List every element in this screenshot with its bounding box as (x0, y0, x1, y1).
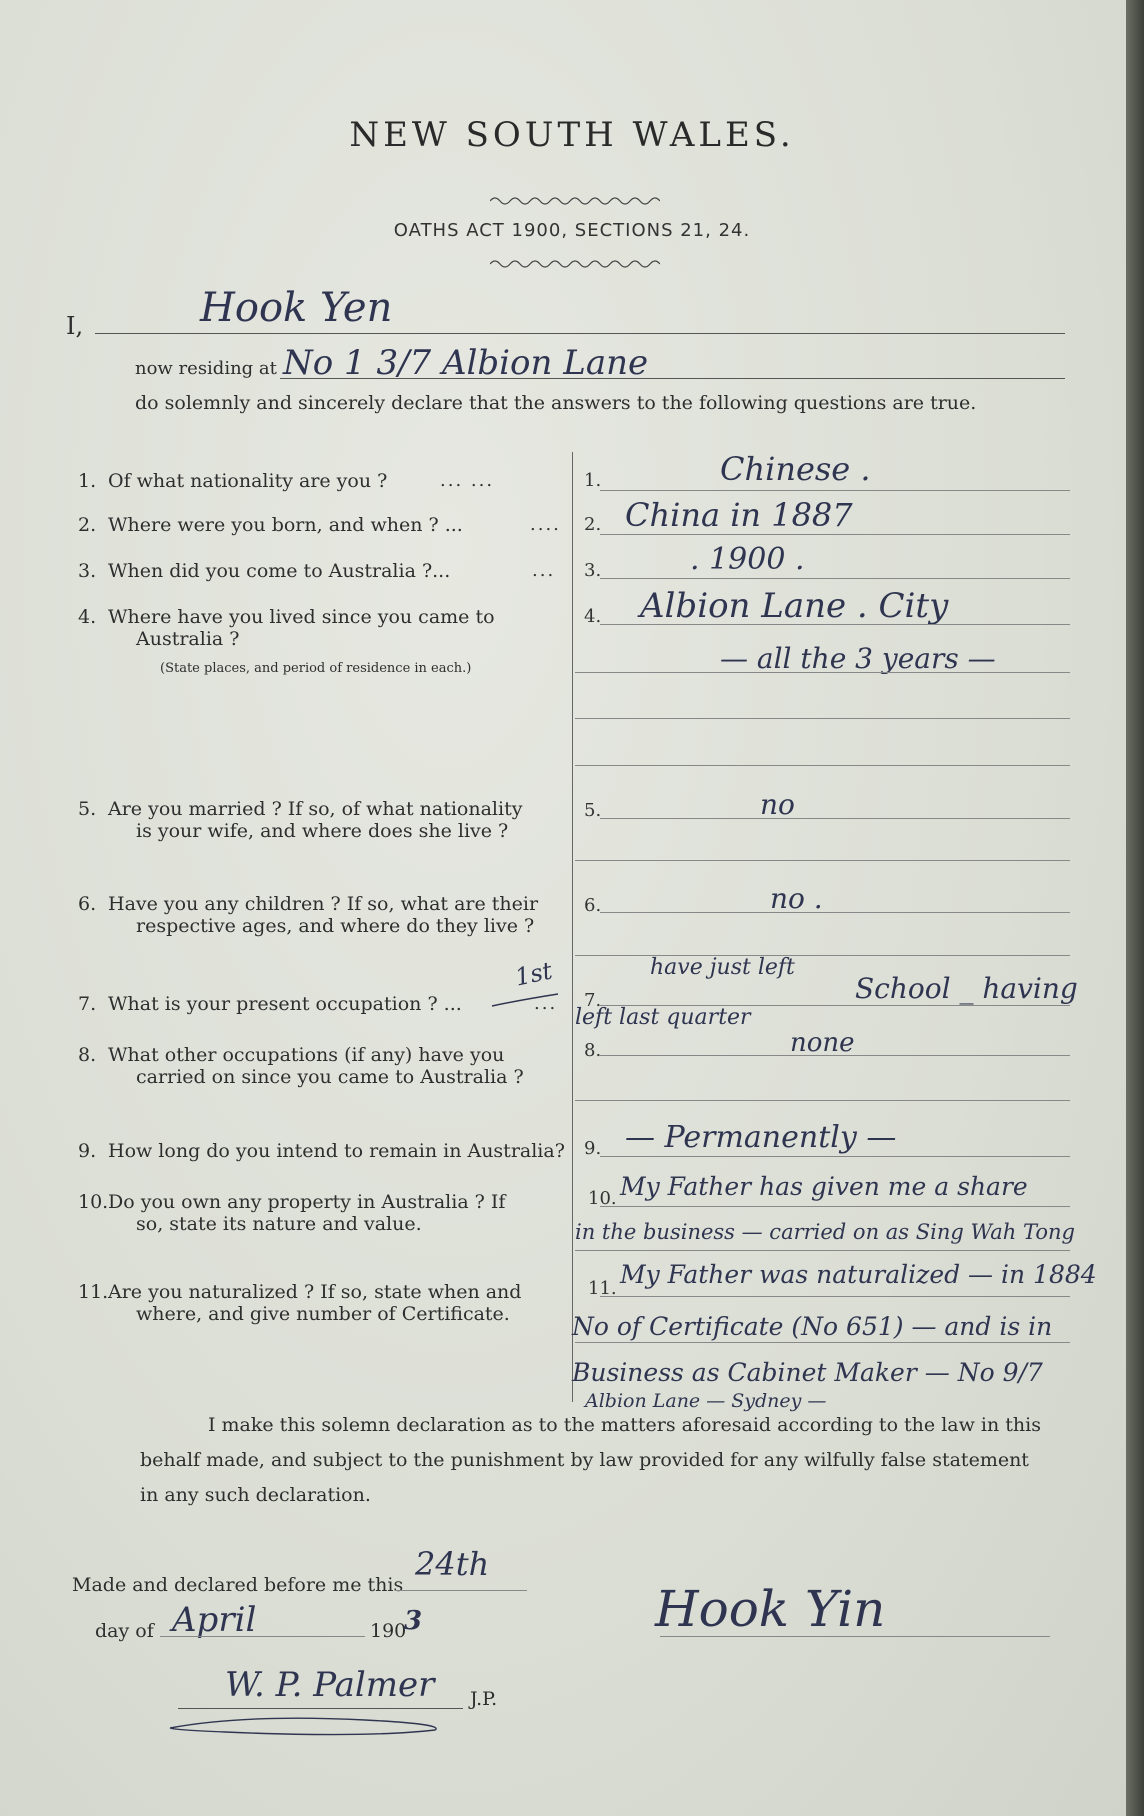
answer-10-line2: in the business — carried on as Sing Wah Tong (575, 1220, 1075, 1244)
declaration-line-3: in any such declaration. (140, 1484, 371, 1506)
answer-11-line4: Albion Lane — Sydney — (585, 1390, 827, 1412)
answer-3: . 1900 . (690, 542, 805, 577)
answer-10-line1: My Father has given me a share (620, 1172, 1028, 1201)
answer-6: no . (770, 882, 823, 915)
question-4: 4. Where have you lived since you came to Australia ? (78, 606, 495, 650)
answer-7-line2: left last quarter (575, 1005, 751, 1030)
act-reference: OATHS ACT 1900, SECTIONS 21, 24. (393, 220, 751, 241)
jp-signature-line (178, 1708, 463, 1709)
margin-note: 1st (512, 956, 555, 992)
jp-signature-flourish (165, 1712, 455, 1738)
question-1: 1. Of what nationality are you ? (78, 470, 388, 492)
question-7: 7. What is your present occupation ? ... (78, 993, 462, 1015)
answer-11-line3: Business as Cabinet Maker — No 9/7 (572, 1358, 1043, 1387)
answer-5: no (760, 788, 795, 821)
subtitle-ornament (490, 258, 660, 270)
year-suffix: 3 (404, 1606, 423, 1636)
answer-11-line1: My Father was naturalized — in 1884 (620, 1260, 1097, 1289)
name-line (95, 333, 1065, 334)
answer-7-line1: School _ having (855, 972, 1078, 1005)
declaration-line-1: I make this solemn declaration as to the matters aforesaid according to the law in this (208, 1414, 1041, 1436)
question-2: 2. Where were you born, and when ? ... (78, 514, 463, 536)
jp-signature: W. P. Palmer (225, 1665, 435, 1705)
declarant-address: No 1 3/7 Albion Lane (283, 343, 649, 383)
margin-pen-stroke (490, 990, 560, 1010)
answer-4-line1: Albion Lane . City (640, 586, 949, 626)
made-declared-label: Made and declared before me this (72, 1574, 404, 1596)
day-of-label: day of (95, 1620, 154, 1642)
declarant-signature-line (660, 1636, 1050, 1637)
declaration-form: NEW SOUTH WALES. OATHS ACT 1900, SECTIONS 21, 24. I, Hook Yen now residing at No 1 3/7 Albion Lane do solemnly and sincerely declare that the answers to the following questions are true. 1. Of what nationality are you ? ... ... 1. Chinese . 2. Where were you born, and when ? ... .... 2. China in 1887 3. When did you come to Australia ?... ... 3. . 1900 . 4. Where have you lived since you came to Australia ? (State places, and period of residence in each.) 4. Albion Lane . City — all the 3 years — 5. Are you married ? If so, of what nationality is your wife, and where does she live ? 5. no 6. Have you any children ? If so, what are their respective ages, and where do they live ? 6. no . 7. What is your present occupation ? ... ... 1st 7. have just left School _ having left last quarter 8. What other occupations (if any) have you carried on since you came to Australia ? 8. none 9. How long do you intend to remain in Australia? 9. — Permanently — 10.Do you own any property in Australia ? If so, state its nature and value. 10. My Father has given me a share in the business — carried on as Sing Wah Tong 11.Are you naturalized ? If so, state when and where, and give number of Certificate. 11. My Father was naturalized — in 1884 No of Certificate (No 651) — and is in Business as Cabinet Maker — No 9/7 Albion Lane — Sydney — I make this solemn declaration as to the matters aforesaid according to the law in this behalf made, and subject to the punishment by law provided for any wilfully false statement in any such declaration. Made and declared before me this 24th day of April 190 3 W. P. Palmer J.P. Hook Yin (0, 0, 1126, 1816)
declaration-line-2: behalf made, and subject to the punishment by law provided for any wilfully false statement (140, 1449, 1029, 1471)
residing-label: now residing at (135, 358, 277, 379)
question-8: 8. What other occupations (if any) have you carried on since you came to Australia ? (78, 1044, 524, 1088)
i-label: I, (66, 312, 84, 340)
question-3: 3. When did you come to Australia ?... (78, 560, 451, 582)
answer-7-insert: have just left (650, 955, 795, 980)
year-prefix: 190 (370, 1620, 407, 1642)
declare-statement: do solemnly and sincerely declare that the answers to the following questions are true. (135, 392, 977, 414)
declarant-signature: Hook Yin (655, 1580, 886, 1638)
question-9: 9. How long do you intend to remain in Australia? (78, 1140, 565, 1162)
question-6: 6. Have you any children ? If so, what are their respective ages, and where do they live ? (78, 893, 539, 937)
page-title: NEW SOUTH WALES. (349, 115, 795, 155)
answer-8: none (790, 1028, 855, 1058)
answer-4-line2: — all the 3 years — (720, 642, 996, 675)
declarant-name: Hook Yen (200, 285, 393, 331)
question-10: 10.Do you own any property in Australia ? If so, state its nature and value. (78, 1191, 506, 1235)
question-5: 5. Are you married ? If so, of what nationality is your wife, and where does she live ? (78, 798, 523, 842)
declared-month: April (172, 1600, 257, 1640)
answer-1: Chinese . (720, 450, 871, 488)
title-ornament (490, 195, 660, 207)
address-line (280, 378, 1065, 379)
answer-2: China in 1887 (625, 496, 853, 534)
page-edge-shadow (1126, 0, 1144, 1816)
column-divider (572, 452, 573, 1402)
jp-label: J.P. (470, 1688, 498, 1710)
declared-day: 24th (415, 1545, 490, 1583)
answer-9: — Permanently — (625, 1120, 897, 1155)
question-4-note: (State places, and period of residence in each.) (160, 661, 472, 676)
question-11: 11.Are you naturalized ? If so, state when and where, and give number of Certificate. (78, 1281, 522, 1325)
answer-11-line2: No of Certificate (No 651) — and is in (572, 1312, 1053, 1341)
